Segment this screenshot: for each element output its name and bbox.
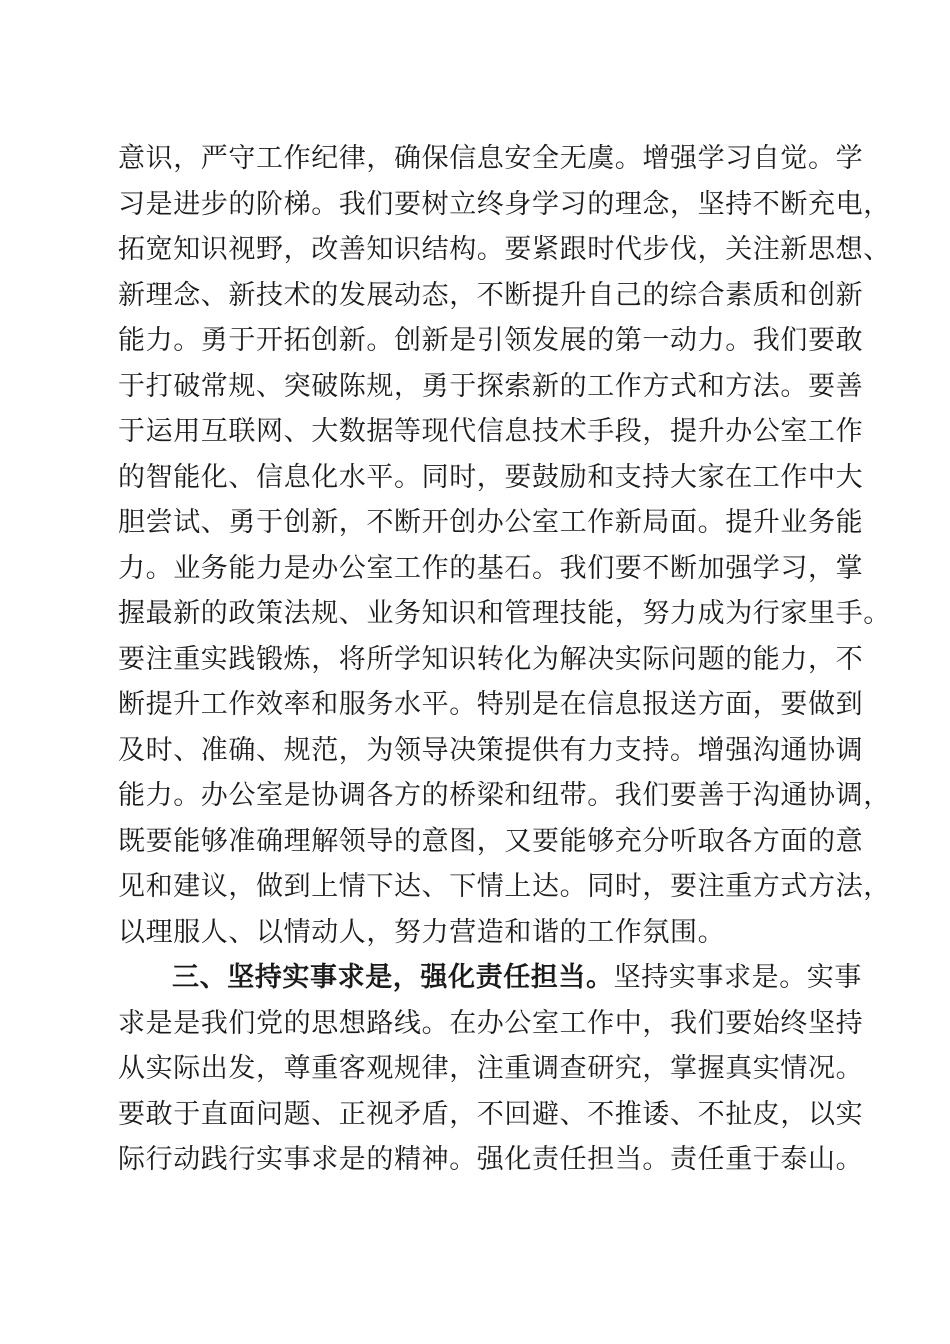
text-line: 的智能化、信息化水平。同时，要鼓励和支持大家在工作中大 bbox=[118, 461, 864, 493]
text-line: 见和建议，做到上情下达、下情上达。同时，要注重方式方法， bbox=[118, 871, 891, 902]
text-line: 胆尝试、勇于创新，不断开创办公室工作新局面。提升业务能 bbox=[118, 507, 864, 538]
text-line: 断提升工作效率和服务水平。特别是在信息报送方面，要做到 bbox=[118, 689, 864, 720]
heading-line-rest: 坚持实事求是。实事 bbox=[613, 962, 863, 993]
text-line: 能力。勇于开拓创新。创新是引领发展的第一动力。我们要敢 bbox=[118, 325, 864, 356]
text-line: 既要能够准确理解领导的意图，又要能够充分听取各方面的意 bbox=[118, 825, 864, 857]
text-line: 意识，严守工作纪律，确保信息安全无虞。增强学习自觉。学 bbox=[118, 143, 864, 174]
text-line: 从实际出发，尊重客观规律，注重调查研究，掌握真实情况。 bbox=[118, 1053, 864, 1084]
section-heading: 三、坚持实事求是，强化责任担当。 bbox=[172, 962, 614, 993]
section-heading-line bbox=[118, 955, 863, 1001]
text-line: 力。业务能力是办公室工作的基石。我们要不断加强学习，掌 bbox=[118, 552, 864, 584]
body-text bbox=[118, 136, 891, 1183]
text-line: 习是进步的阶梯。我们要树立终身学习的理念，坚持不断充电， bbox=[118, 188, 891, 220]
text-line: 以理服人、以情动人，努力营造和谐的工作氛围。 bbox=[118, 916, 726, 948]
text-line: 及时、准确、规范，为领导决策提供有力支持。增强沟通协调 bbox=[118, 734, 864, 766]
text-line: 于打破常规、突破陈规，勇于探索新的工作方式和方法。要善 bbox=[118, 370, 864, 402]
text-line: 握最新的政策法规、业务知识和管理技能，努力成为行家里手。 bbox=[118, 598, 891, 629]
text-line: 求是是我们党的思想路线。在办公室工作中，我们要始终坚持 bbox=[118, 1007, 864, 1039]
text-line: 于运用互联网、大数据等现代信息技术手段，提升办公室工作 bbox=[118, 416, 864, 447]
text-line: 新理念、新技术的发展动态，不断提升自己的综合素质和创新 bbox=[118, 279, 864, 311]
text-line: 要注重实践锻炼，将所学知识转化为解决实际问题的能力，不 bbox=[118, 643, 864, 675]
text-line: 际行动践行实事求是的精神。强化责任担当。责任重于泰山。 bbox=[118, 1144, 864, 1175]
text-line: 能力。办公室是协调各方的桥梁和纽带。我们要善于沟通协调， bbox=[118, 780, 891, 811]
text-line: 要敢于直面问题、正视矛盾，不回避、不推诿、不扯皮，以实 bbox=[118, 1098, 864, 1130]
text-line: 拓宽知识视野，改善知识结构。要紧跟时代步伐，关注新思想、 bbox=[118, 234, 891, 265]
